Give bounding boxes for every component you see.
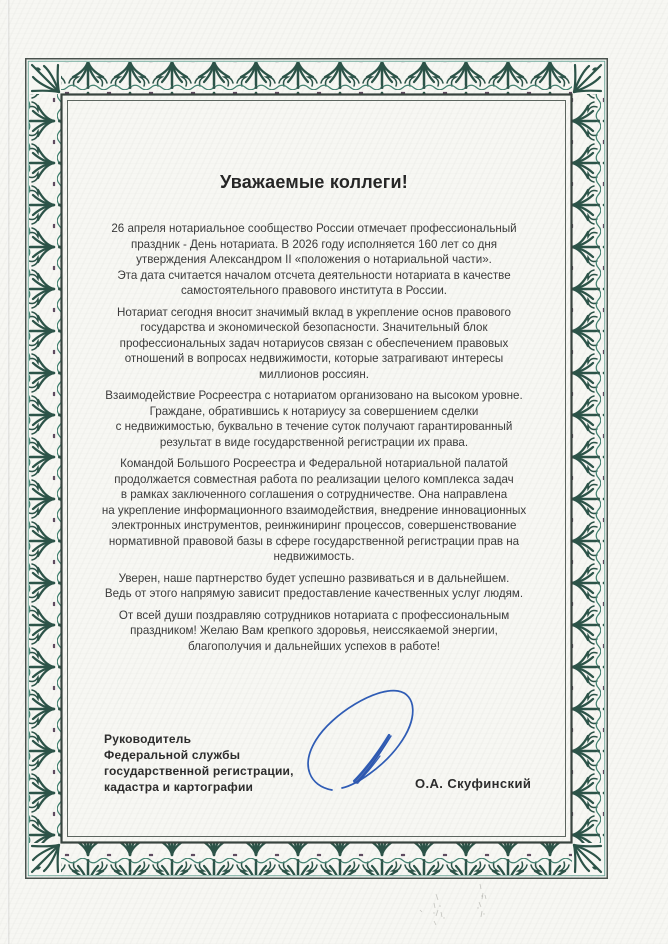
paragraph-line: миллионов россиян. [259,367,369,381]
signer-title-line: государственной регистрации, [104,764,294,778]
paragraph-line: в рамках заключенного соглашения о сотрудничестве. Она направлена [120,488,508,501]
paragraph-line: благополучия и дальнейших успехов в работе! [187,639,441,653]
paragraph-line: Граждане, обратившись к нотариусу за совершением сделки [149,404,479,418]
paragraph-line: Нотариат сегодня вносит значимый вклад в укрепление основ правового [117,305,511,319]
signer-title-line: кадастра и картографии [104,780,254,794]
paragraph-line: государства и экономической безопасности. Значительный блок [140,321,488,334]
paragraph-line: на укрепление информационного взаимодействия, внедрение инновационных [101,503,527,517]
paragraph [64,608,564,655]
paragraph-line: праздником! Желаю Вам крепкого здоровья, неиссякаемой энергии, [130,624,498,637]
paragraph-line: продолжается совместная работа по реализации целого комплекса задач [114,472,514,486]
signer-title-line: Федеральной службы [104,748,241,762]
paragraph-line: 26 апреля нотариальное сообщество России отмечает профессиональный [111,222,517,235]
paragraph-line: самостоятельного правового института в России. [180,284,448,297]
letter-body [64,221,564,660]
signer-title-line: Руководитель [104,732,192,746]
paragraph-line: с недвижимостью, буквально в течение суток получают гарантированный [115,420,513,433]
paragraph [64,571,564,602]
letter-salutation: Уважаемые коллеги! [220,172,408,192]
paragraph-line: Командой Большого Росреестра и Федеральной нотариальной палатой [120,457,508,470]
paragraph-line: Взаимодействие Росреестра с нотариатом организовано на высоком уровне. [105,389,523,402]
paragraph-line: Ведь от этого напрямую зависит предоставление качественных услуг людям. [104,587,524,600]
paragraph-line: нормативной правовой базы в сфере государственной регистрации прав на [108,534,520,548]
paragraph [64,221,564,299]
paragraph-line: профессиональных задач нотариусов связан с обеспечением правовых [119,336,509,350]
paragraph [64,305,564,383]
paragraph-line: результат в виде государственной регистрации их права. [159,435,469,449]
paragraph-line: праздник - День нотариата. В 2026 году исполняется 160 лет со дня [130,237,498,251]
paragraph-line: утверждения Александром II «положения о нотариальной части». [136,253,492,266]
scan-crease-line [7,0,10,944]
paragraph-line: Уверен, наше партнерство будет успешно развиваться и в дальнейшем. [118,571,510,585]
paragraph-line: От всей души поздравляю сотрудников нотариата с профессиональным [118,608,510,622]
paragraph-line: отношений в вопросах недвижимости, которые затрагивают интересы [124,352,504,365]
paragraph [64,388,564,450]
signer-name: О.А. Скуфинский [415,776,532,791]
paragraph [64,456,564,565]
signer-title-block [104,731,294,795]
pencil-smudge [418,880,528,940]
paragraph-line: электронных инструментов, реинжиниринг процессов, совершенствование [111,519,517,532]
paragraph-line: недвижимость. [273,550,355,563]
paragraph-line: Эта дата считается началом отсчета деятельности нотариата в качестве [117,268,511,282]
